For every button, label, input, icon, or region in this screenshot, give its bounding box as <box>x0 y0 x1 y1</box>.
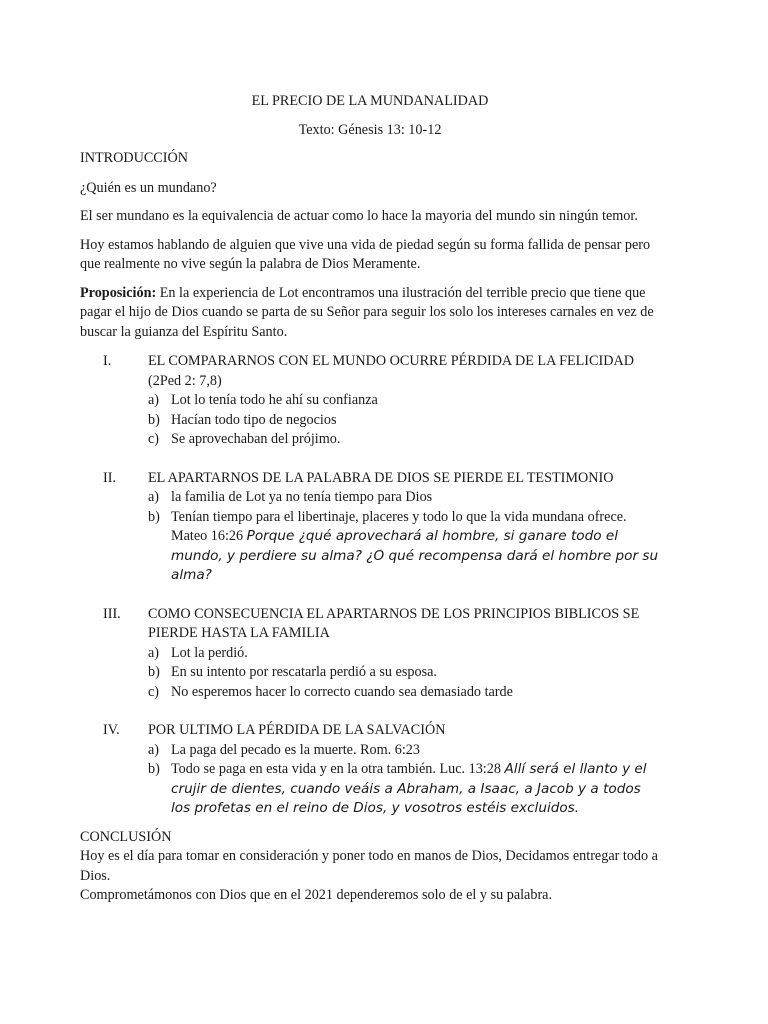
section-items <box>80 488 660 586</box>
item-text: la familia de Lot ya no tenía tiempo para Dios <box>171 489 433 505</box>
section-4 <box>80 721 660 819</box>
section-numeral: IV. <box>103 722 120 738</box>
section-title: EL COMPARARNOS CON EL MUNDO OCURRE PÉRDIDA DE LA FELICIDAD (2Ped 2: 7,8) <box>148 353 634 389</box>
item-text: Lot lo tenía todo he ahí su confianza <box>171 392 378 408</box>
item-letter: b) <box>148 508 160 525</box>
list-item <box>148 663 660 683</box>
section-items <box>80 644 660 703</box>
conclusion-heading: CONCLUSIÓN <box>80 828 172 845</box>
item-text: La paga del pecado es la muerte. Rom. 6:23 <box>171 741 420 758</box>
list-item <box>148 644 660 664</box>
item-text: En su intento por rescatarla perdió a su esposa. <box>171 664 437 680</box>
list-item <box>148 430 660 450</box>
introduction-heading: INTRODUCCIÓN <box>80 150 188 166</box>
document-title: EL PRECIO DE LA MUNDANALIDAD <box>251 93 489 109</box>
document-page <box>80 92 660 906</box>
section-title: EL APARTARNOS DE LA PALABRA DE DIOS SE PIERDE EL TESTIMONIO <box>148 469 614 486</box>
item-text <box>171 760 660 819</box>
item-text: Lot la perdió. <box>171 644 248 661</box>
section-title: POR ULTIMO LA PÉRDIDA DE LA SALVACIÓN <box>148 722 446 738</box>
item-letter: a) <box>148 489 160 505</box>
question-line: ¿Quién es un mundano? <box>80 179 217 196</box>
item-text: Hacían todo tipo de negocios <box>171 411 337 428</box>
item-letter: a) <box>148 644 160 661</box>
section-heading <box>80 352 660 391</box>
item-letter: b) <box>148 664 160 680</box>
scripture-reference: Texto: Génesis 13: 10-12 <box>298 121 442 138</box>
list-item <box>148 741 660 761</box>
item-text: Se aprovechaban del prójimo. <box>171 431 341 447</box>
item-text: No esperemos hacer lo correcto cuando sea demasiado tarde <box>171 683 513 700</box>
section-2 <box>80 469 660 586</box>
bible-quote: Porque ¿qué aprovechará al hombre, si ganare todo el mundo, y perdiere su alma? ¿O qué recompensa dará el hombre por su alma? <box>171 528 659 583</box>
section-title: COMO CONSECUENCIA EL APARTARNOS DE LOS PRINCIPIOS BIBLICOS SE PIERDE HASTA LA FAMILIA <box>148 605 640 641</box>
section-1 <box>80 352 660 450</box>
proposition-paragraph <box>80 284 660 343</box>
item-letter: a) <box>148 392 160 408</box>
proposition-text: En la experiencia de Lot encontramos una ilustración del terrible precio que tiene que pagar el hijo de Dios cuando se parta de su Señor para seguir los solo los intereses carnales en vez de buscar la guianza del Espíritu Santo. <box>80 284 654 340</box>
section-items <box>80 741 660 819</box>
paragraph-1: El ser mundano es la equivalencia de actuar como lo hace la mayoria del mundo sin ningún temor. <box>80 208 638 224</box>
section-items <box>80 391 660 450</box>
section-heading <box>80 721 660 741</box>
item-text-main: Todo se paga en esta vida y en la otra también. Luc. 13:28 <box>171 761 505 777</box>
conclusion-paragraph-2: Comprometámonos con Dios que en el 2021 dependeremos solo de el y su palabra. <box>80 887 553 903</box>
item-text-main: Tenían tiempo para el libertinaje, placeres y todo lo que la vida mundana ofrece. Mateo 16:26 <box>171 508 627 544</box>
item-text <box>171 508 660 586</box>
proposition-label: Proposición: <box>80 284 157 301</box>
item-letter: b) <box>148 411 160 428</box>
section-numeral: II. <box>103 469 116 486</box>
item-letter: a) <box>148 741 160 758</box>
section-3 <box>80 605 660 703</box>
section-numeral: III. <box>103 605 121 622</box>
item-letter: b) <box>148 761 160 777</box>
item-letter: c) <box>148 431 160 447</box>
section-heading <box>80 605 660 644</box>
list-item <box>148 488 660 508</box>
list-item <box>148 760 660 819</box>
section-numeral: I. <box>103 353 112 369</box>
list-item <box>148 683 660 703</box>
bible-quote: Allí será el llanto y el crujir de dientes, cuando veáis a Abraham, a Isaac, a Jacob y a todos los profetas en el reino de Dios, y vosotros estéis excluidos. <box>171 761 647 816</box>
conclusion-paragraph-1: Hoy es el día para tomar en consideración y poner todo en manos de Dios, Decidamos entregar todo a Dios. <box>80 848 658 884</box>
paragraph-2: Hoy estamos hablando de alguien que vive una vida de piedad según su forma fallida de pensar pero que realmente no vive según la palabra de Dios Meramente. <box>80 236 651 272</box>
section-heading <box>80 469 660 489</box>
item-letter: c) <box>148 683 160 700</box>
list-item <box>148 508 660 586</box>
list-item <box>148 411 660 431</box>
list-item <box>148 391 660 411</box>
